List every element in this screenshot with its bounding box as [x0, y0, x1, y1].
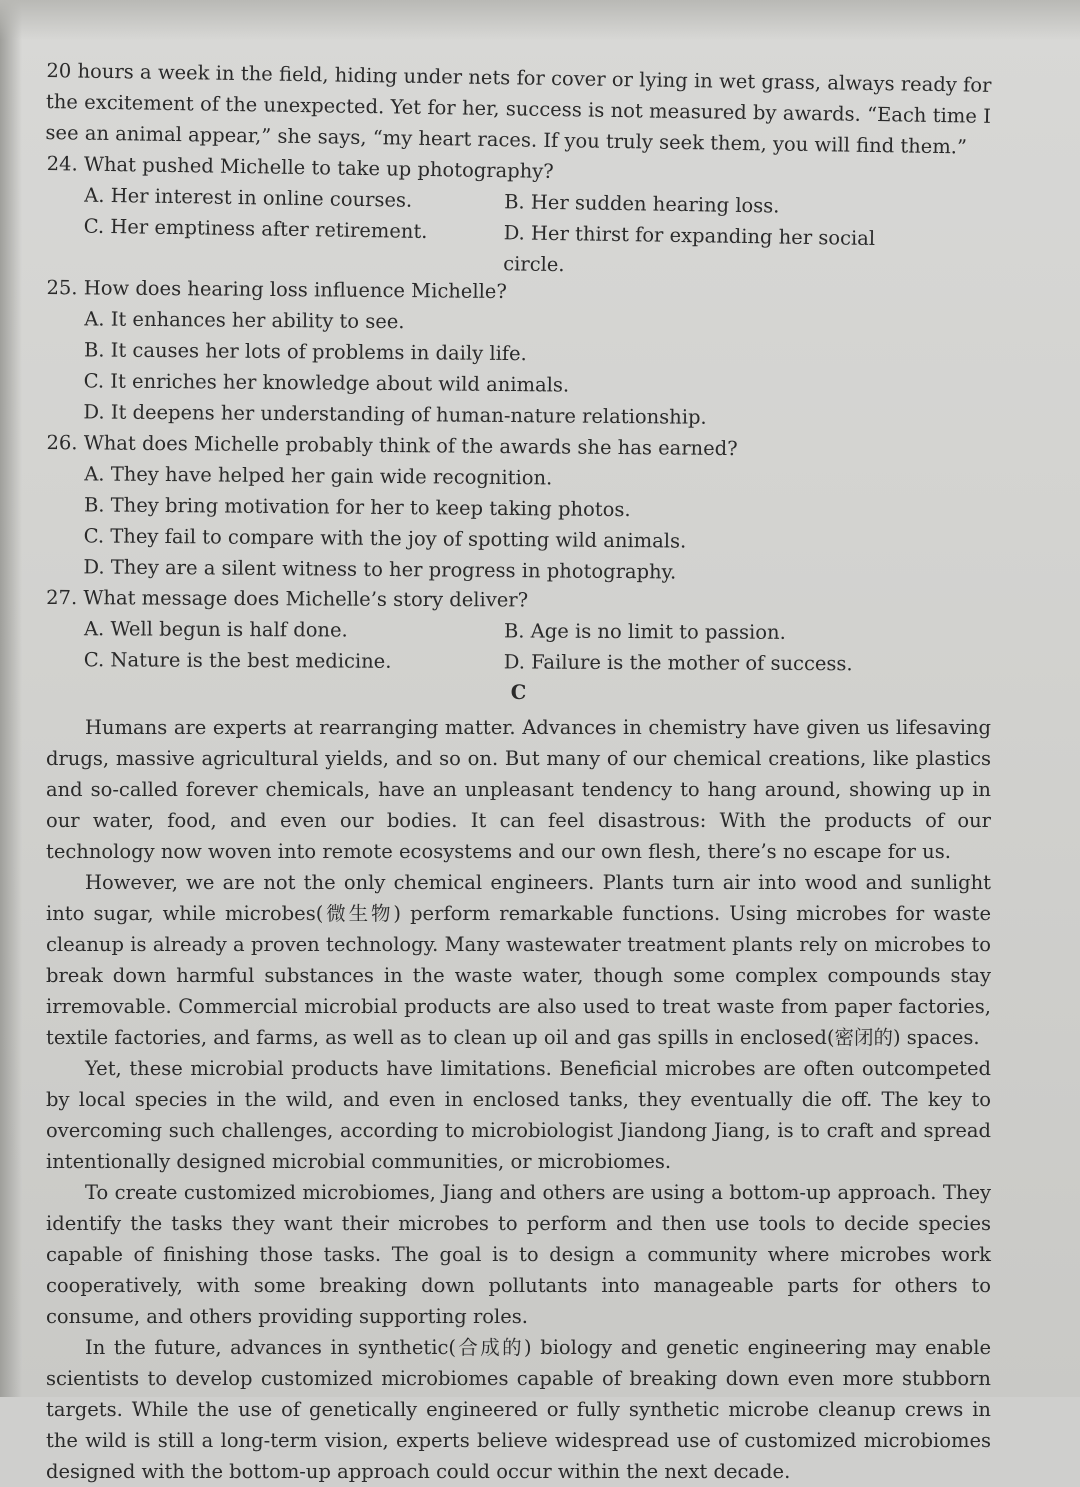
passage-paragraph-5: In the future, advances in synthetic(合成的) biology and genetic engineering may enable scientists to develop customized microbiomes capable of breaking down even more stubborn targets. While the use of genetically engineered or fully synthetic microbe cleanup crews in the wild is still a long-term vision, experts believe widespread use of customized microbiomes designed with the bottom-up approach could occur within the next decade.: [46, 1336, 991, 1483]
exam-content: [46, 55, 991, 1487]
option-d: D. It deepens her understanding of human-nature relationship.: [83, 400, 707, 429]
option-c: C. Nature is the best medicine.: [83, 648, 392, 673]
options-row: [46, 613, 991, 649]
option-b: B. They bring motivation for her to keep taking photos.: [83, 493, 631, 522]
option-c: C. It enriches her knowledge about wild animals.: [83, 369, 570, 397]
passage-paragraph-1: Humans are experts at rearranging matter. Advances in chemistry have given us lifesaving drugs, massive agricultural yields, and so on. But many of our chemical creations, like plastics and so-called forever chemicals, have an unpleasant tendency to hang around, showing up in our water, food, and even our bodies. It can feel disastrous: With the products of our technology now woven into remote ecosystems and our own flesh, there’s no escape for us.: [46, 716, 991, 863]
question-stem: 26. What does Michelle probably think of the awards she has earned?: [46, 431, 738, 461]
question-stem: 24. What pushed Michelle to take up photography?: [46, 152, 554, 183]
page-edge-shadow: [0, 0, 22, 1397]
passage-paragraph-4: To create customized microbiomes, Jiang and others are using a bottom-up approach. They identify the tasks they want their microbes to perform and then use tools to decide species capable of finishing those tasks. The goal is to design a community where microbes work cooperatively, with some breaking down pollutants into manageable parts for others to consume, and others providing supporting roles.: [46, 1181, 991, 1328]
option-a: A. They have helped her gain wide recognition.: [84, 462, 553, 490]
question-stem: 27. What message does Michelle’s story deliver?: [46, 586, 529, 612]
option-d: D. They are a silent witness to her progress in photography.: [83, 555, 677, 584]
options-row: [46, 644, 991, 680]
option-a: A. Well begun is half done.: [83, 617, 348, 642]
page-top-shadow: [0, 0, 1080, 40]
question-26: [45, 427, 991, 590]
option-c: C. Her emptiness after retirement.: [83, 214, 428, 243]
option-d: D. Her thirst for expanding her social circle.: [503, 221, 876, 277]
passage-paragraph-2: However, we are not the only chemical engineers. Plants turn air into wood and sunlight into sugar, while microbes(微生物) perform remarkable functions. Using microbes for waste cleanup is already a proven technology. Many wastewater treatment plants rely on microbes to break down harmful substances in the waste water, though some complex compounds stay irremovable. Commercial microbial products are also used to treat waste from paper factories, textile factories, and farms, as well as to clean up oil and gas spills in enclosed(密闭的) spaces.: [46, 871, 991, 1049]
question-27: [46, 582, 991, 680]
intro-paragraph: 20 hours a week in the field, hiding under nets for cover or lying in wet grass, always ready for the excitement of the unexpected. Yet for her, success is not measured by awards. “Each time I see an animal appear,” she says, “my heart races. If you truly seek them, you will find them.”: [45, 59, 992, 159]
passage-paragraph-3: Yet, these microbial products have limitations. Beneficial microbes are often outcompeted by local species in the wild, and even in enclosed tanks, they eventually die off. The key to overcoming such challenges, according to microbiologist Jiandong Jiang, is to craft and spread intentionally designed microbial communities, or microbiomes.: [46, 1057, 991, 1173]
option-a: A. Her interest in online courses.: [84, 183, 413, 212]
option-b: B. Age is no limit to passion.: [503, 619, 786, 644]
option-b: B. Her sudden hearing loss.: [504, 190, 780, 218]
option-a: A. It enhances her ability to see.: [84, 307, 405, 334]
option-b: B. It causes her lots of problems in daily life.: [83, 338, 527, 366]
option-d: D. Failure is the mother of success.: [503, 650, 853, 676]
section-heading: C: [510, 681, 527, 704]
question-25: [45, 272, 991, 435]
question-24: [45, 148, 992, 287]
question-stem: 25. How does hearing loss influence Michelle?: [46, 276, 507, 304]
option-c: C. They fail to compare with the joy of spotting wild animals.: [83, 524, 687, 553]
